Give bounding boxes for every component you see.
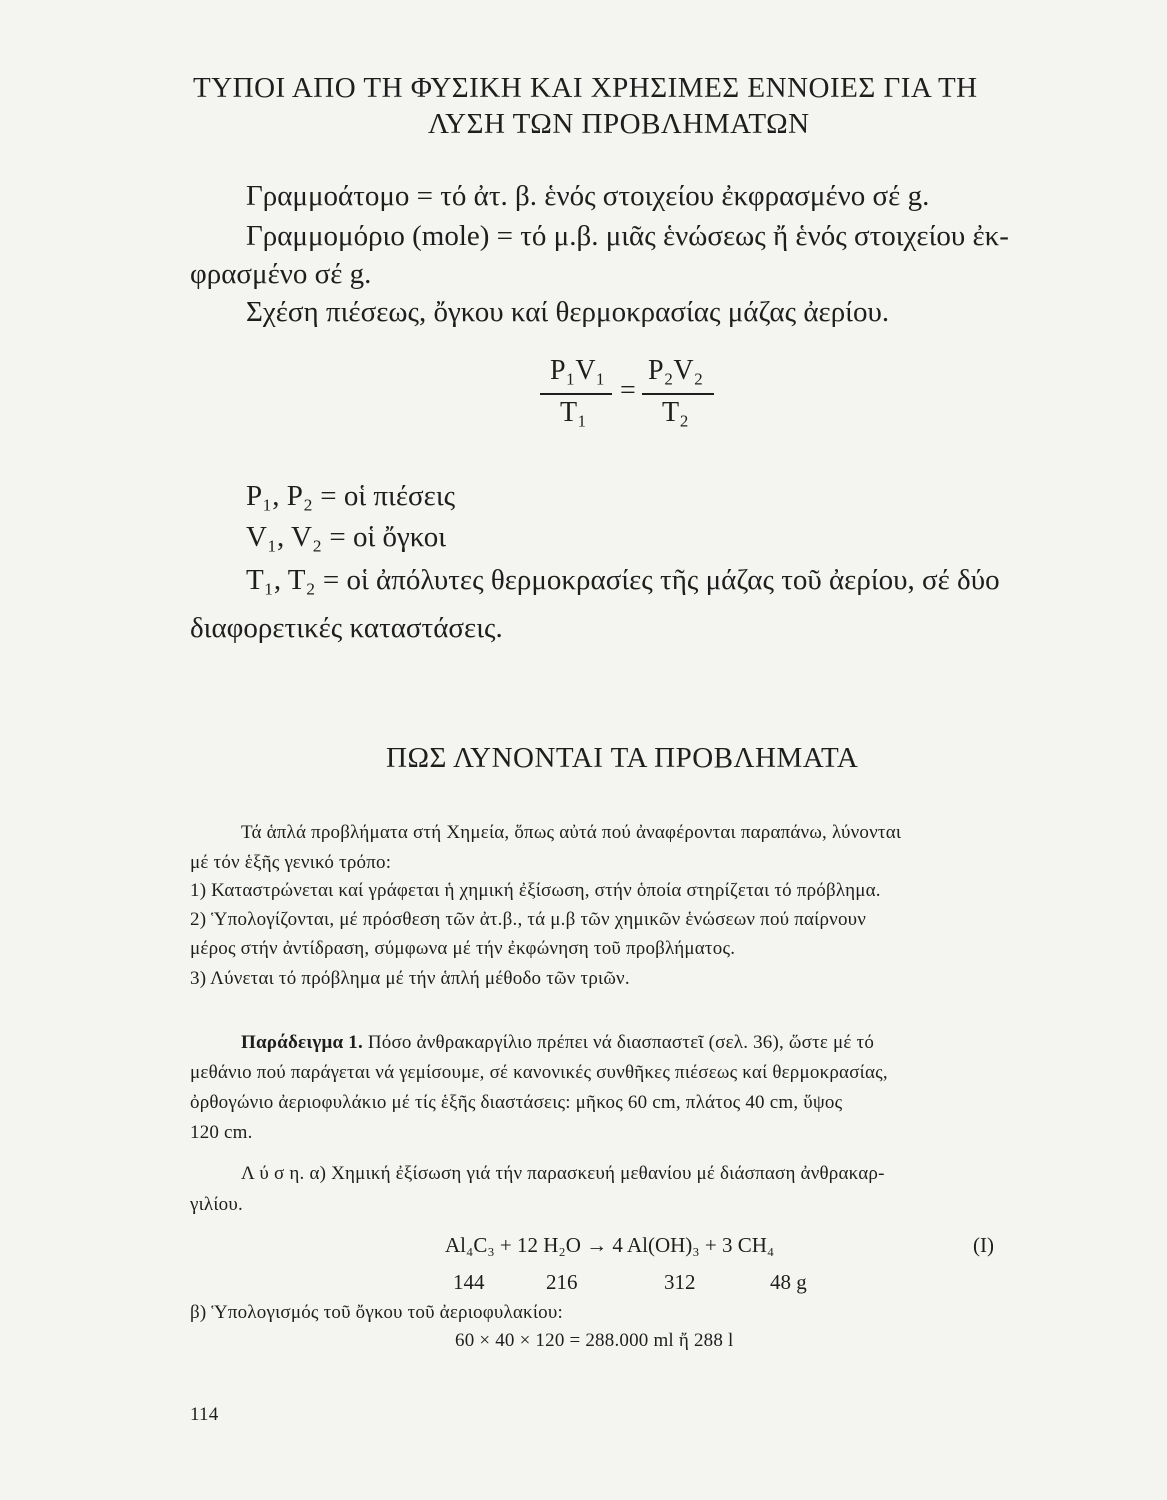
- example-label: Παράδειγμα 1.: [241, 1032, 363, 1053]
- page-heading-line2: ΛΥΣΗ ΤΩΝ ΠΡΟΒΛΗΜΑΤΩΝ: [428, 108, 810, 140]
- step-2-line2: μέρος στήν ἀντίδραση, σύμφωνα μέ τήν ἐκφώνηση τοῦ προβλήματος.: [190, 938, 736, 959]
- example-line4: 120 cm.: [190, 1122, 253, 1143]
- volume-calculation: 60 × 40 × 120 = 288.000 ml ἤ 288 l: [455, 1330, 734, 1351]
- fraction-bar-right: [642, 393, 714, 395]
- example-line3: ὀρθογώνιο ἀεριοφυλάκιο μέ τίς ἑξῆς διαστάσεις: μῆκος 60 cm, πλάτος 40 cm, ὕψος: [190, 1092, 843, 1113]
- page-number: 114: [190, 1404, 219, 1425]
- intro-line1: Τά ἁπλά προβλήματα στή Χημεία, ὅπως αὐτά πού ἀναφέρονται παραπάνω, λύνονται: [241, 822, 902, 843]
- example-line1: [241, 1032, 874, 1054]
- section-title: ΠΩΣ ΛΥΝΟΝΤΑΙ ΤΑ ΠΡΟΒΛΗΜΑΤΑ: [386, 742, 859, 774]
- example-text-line1: Πόσο ἀνθρακαργίλιο πρέπει νά διασπαστεῖ (σελ. 36), ὥστε μέ τό: [367, 1032, 875, 1053]
- equation-text: Al₄C₃ + 12 H₂O → 4 Al(OH)₃ + 3 CH₄: [445, 1233, 775, 1257]
- formula-denominator-left: T₁: [560, 397, 587, 428]
- mole-definition-line2: φρασμένο σέ g.: [190, 258, 372, 290]
- molar-mass-1: 216: [546, 1270, 578, 1294]
- pressures-definition: P₁, P₂ = οἱ πιέσεις: [246, 480, 456, 512]
- solution-a-line2: γιλίου.: [190, 1194, 243, 1215]
- solution-a-text: α) Χημική ἐξίσωση γιά τήν παρασκευή μεθανίου μέ διάσπαση ἀνθρακαρ-: [309, 1163, 885, 1184]
- formula-numerator-left: P₁V₁: [550, 355, 606, 386]
- gas-law-formula: [530, 345, 720, 445]
- step-3: 3) Λύνεται τό πρόβλημα μέ τήν ἁπλή μέθοδο τῶν τριῶν.: [190, 968, 630, 989]
- volumes-definition: V₁, V₂ = οἱ ὄγκοι: [246, 521, 447, 553]
- intro-line2: μέ τόν ἑξῆς γενικό τρόπο:: [190, 852, 392, 873]
- gram-atom-definition: Γραμμοάτομο = τό ἀτ. β. ἑνός στοιχείου ἐκφρασμένο σέ g.: [246, 180, 930, 212]
- chemical-equation: [445, 1233, 1005, 1258]
- fraction-bar-left: [540, 393, 612, 395]
- solution-b-line: β) Ὑπολογισμός τοῦ ὄγκου τοῦ ἀεριοφυλακίου:: [190, 1302, 563, 1323]
- step-2-line1: 2) Ὑπολογίζονται, μέ πρόσθεση τῶν ἀτ.β., τά μ.β τῶν χημικῶν ἑνώσεων πού παίρνουν: [190, 909, 867, 930]
- molar-mass-3: 48 g: [770, 1270, 807, 1294]
- solution-a-line1: [241, 1163, 885, 1185]
- gas-relation-heading: Σχέση πιέσεως, ὄγκου καί θερμοκρασίας μάζας ἀερίου.: [246, 296, 890, 328]
- temperatures-definition-cont: διαφορετικές καταστάσεις.: [190, 612, 503, 644]
- formula-numerator-right: P₂V₂: [648, 355, 704, 386]
- solution-label: Λ ύ σ η.: [241, 1163, 305, 1184]
- equation-reference: (Ι): [973, 1233, 994, 1257]
- page-heading-line1: ΤΥΠΟΙ ΑΠΟ ΤΗ ΦΥΣΙΚΗ ΚΑΙ ΧΡΗΣΙΜΕΣ ΕΝΝΟΙΕΣ ΓΙΑ ΤΗ: [193, 72, 978, 104]
- example-line2: μεθάνιο πού παράγεται νά γεμίσουμε, σέ κανονικές συνθῆκες πιέσεως καί θερμοκρασίας,: [190, 1062, 888, 1083]
- step-1: 1) Καταστρώνεται καί γράφεται ἡ χημική ἐξίσωση, στήν ὁποία στηρίζεται τό πρόβλημα.: [190, 880, 881, 901]
- molar-mass-0: 144: [453, 1270, 485, 1294]
- mole-definition-line1: Γραμμομόριο (mole) = τό μ.β. μιᾶς ἑνώσεως ἤ ἑνός στοιχείου ἐκ-: [246, 220, 1009, 252]
- formula-denominator-right: T₂: [662, 397, 689, 428]
- temperatures-definition: T₁, T₂ = οἱ ἀπόλυτες θερμοκρασίες τῆς μάζας τοῦ ἀερίου, σέ δύο: [246, 564, 1000, 596]
- molar-mass-2: 312: [664, 1270, 696, 1294]
- formula-equals: =: [620, 375, 636, 406]
